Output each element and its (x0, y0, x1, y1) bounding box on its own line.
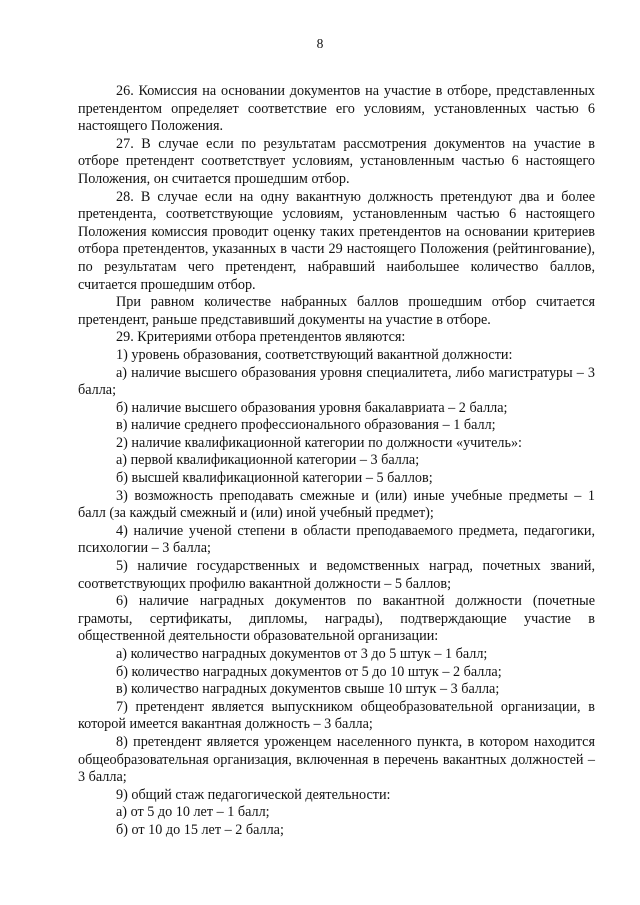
criterion-9b: б) от 10 до 15 лет – 2 балла; (116, 821, 284, 838)
criterion-8: 8) претендент является уроженцем населенного пункта, в котором находится общеобразовательная организация, включенная в перечень вакантных должностей – 3 балла; (78, 733, 595, 786)
criterion-9a: а) от 5 до 10 лет – 1 балл; (116, 804, 270, 821)
criterion-9: 9) общий стаж педагогической деятельности: (116, 786, 391, 803)
criterion-6b: б) количество наградных документов от 5 до 10 штук – 2 балла; (116, 663, 502, 680)
body-text (78, 83, 595, 840)
criterion-2b: б) высшей квалификационной категории – 5 баллов; (116, 470, 433, 487)
criterion-5: 5) наличие государственных и ведомственных наград, почетных званий, соответствующих профилю вакантной должности – 5 баллов; (78, 558, 595, 592)
criterion-1a: а) наличие высшего образования уровня специалитета, либо магистратуры – 3 балла; (78, 364, 595, 399)
criterion-1b: б) наличие высшего образования уровня бакалавриата – 2 балла; (116, 399, 508, 416)
paragraph-equal-score: При равном количестве набранных баллов прошедшим отбор считается претендент, раньше представивший документы на участие в отборе. (78, 294, 595, 328)
criterion-2a: а) первой квалификационной категории – 3 балла; (116, 452, 420, 469)
paragraph-26: 26. Комиссия на основании документов на участие в отборе, представленных претендентом определяет соответствие его условиям, установленных частью 6 настоящего Положения. (78, 83, 595, 135)
page-number: 8 (316, 36, 324, 51)
criterion-7: 7) претендент является выпускником общеобразовательной организации, в которой имеется вакантная должность – 3 балла; (78, 698, 595, 733)
criterion-2: 2) наличие квалификационной категории по должности «учитель»: (116, 434, 522, 451)
criterion-1c: в) наличие среднего профессионального образования – 1 балл; (116, 417, 496, 434)
criterion-1: 1) уровень образования, соответствующий вакантной должности: (116, 346, 513, 363)
criterion-3: 3) возможность преподавать смежные и (или) иные учебные предметы – 1 балл (за каждый смежный и (или) иной учебный предмет); (78, 487, 595, 522)
paragraph-29: 29. Критериями отбора претендентов являются: (116, 329, 406, 346)
criterion-6: 6) наличие наградных документов по вакантной должности (почетные грамоты, сертификаты, дипломы, награды), подтверждающие участие в общественной деятельности образовательной организации: (78, 593, 595, 645)
paragraph-28: 28. В случае если на одну вакантную должность претендуют два и более претендента, соответствующие условиям, установленным частью 6 настоящего Положения комиссия проводит оценку таких претендентов на основании критериев отбора претендентов, указанных в части 29 настоящего Положения (рейтингование), по результатам чего претендент, набравший наибольшее количество баллов, считается прошедшим отбор. (78, 188, 595, 293)
criterion-6a: а) количество наградных документов от 3 до 5 штук – 1 балл; (116, 646, 488, 662)
paragraph-27: 27. В случае если по результатам рассмотрения документов на участие в отборе претендент соответствует условиям, установленным частью 6 настоящего Положения, он считается прошедшим отбор. (78, 135, 595, 187)
criterion-6c: в) количество наградных документов свыше 10 штук – 3 балла; (116, 681, 500, 698)
criterion-4: 4) наличие ученой степени в области преподаваемого предмета, педагогики, психологии – 3 балла; (78, 522, 595, 557)
